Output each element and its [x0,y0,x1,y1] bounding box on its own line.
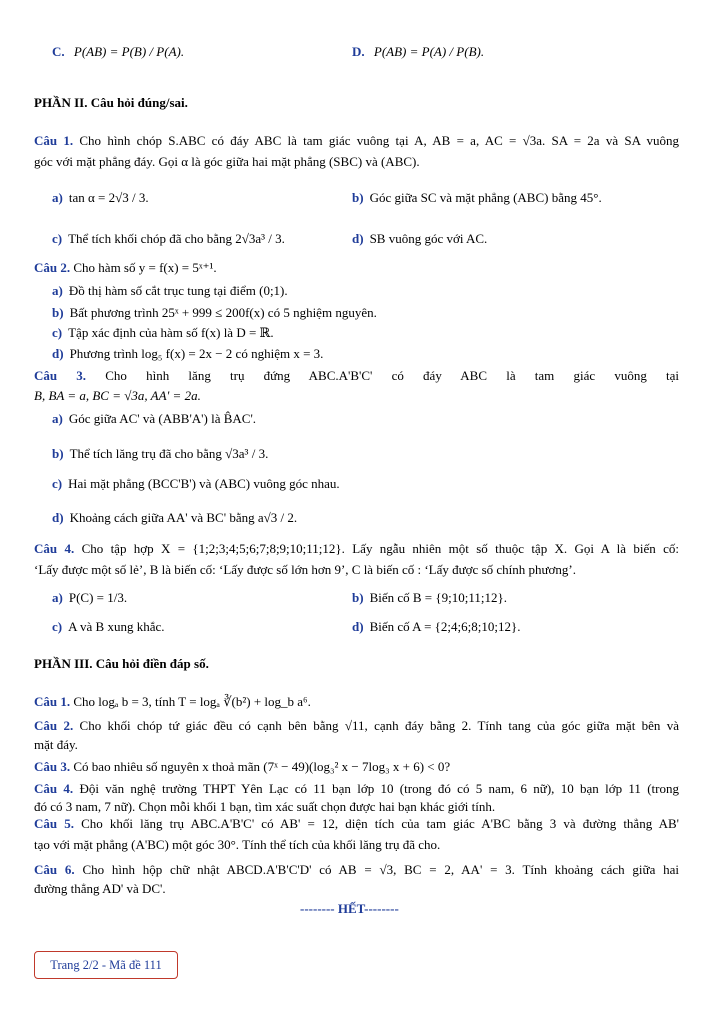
p2-q4-a: a) P(C) = 1/3. [52,590,128,605]
p2-q4-b: b) Biến cố B = {9;10;11;12}. [352,590,507,605]
p3-q3-text: Có bao nhiêu số nguyên x thoả mãn (7ˣ − 49)(log₃² x − 7log₃ x + 6) < 0? [73,759,451,774]
p2-q3-a-text: Góc giữa AC' và (ABB'A') là B̂AC'. [68,411,257,426]
option-c [52,44,184,60]
p3-q5-line2: tạo với mặt phẳng (A'BC) một góc 30°. Tính thể tích của khối lăng trụ đã cho. [34,837,441,852]
p2-q3-c: c) Hai mặt phẳng (BCC'B') và (ABC) vuông góc nhau. [52,476,340,491]
p3-q5-line1 [34,816,679,832]
p2-q2-a-text: Đồ thị hàm số cắt trục tung tại điểm (0;1). [68,283,288,298]
p2-q2-d: d) Phương trình log₅ f(x) = 2x − 2 có nghiệm x = 3. [52,346,324,361]
p3-q6-label: Câu 6. [34,862,75,877]
page-footer: Trang 2/2 - Mã đề 111 [34,951,178,979]
p2-q1-b: b) Góc giữa SC và mặt phẳng (ABC) bằng 45°. [352,190,602,205]
p2-q2-stem-text: Cho hàm số y = f(x) = 5ˣ⁺¹. [73,260,217,275]
p3-q5-label: Câu 5. [34,816,74,831]
p2-q1-c-text: Thể tích khối chóp đã cho bằng 2√3a³ / 3. [68,231,285,246]
p2-q1-label: Câu 1. [34,133,74,148]
p2-q2-label: Câu 2. [34,260,71,275]
p3-q1-label: Câu 1. [34,694,71,709]
p2-q1-line1 [34,133,679,149]
p2-q3-d-text: Khoảng cách giữa AA' và BC' bằng a√3 / 2. [69,510,298,525]
p2-q2-b: b) Bất phương trình 25ˣ + 999 ≤ 200f(x) có 5 nghiệm nguyên. [52,305,377,320]
option-c-label: C. [52,44,65,59]
p2-q1-c: c) Thể tích khối chóp đã cho bằng 2√3a³ / 3. [52,231,285,246]
p2-q3-a: a) Góc giữa AC' và (ABB'A') là B̂AC'. [52,411,257,426]
option-d-text: P(AB) = P(A) / P(B). [373,44,485,59]
part3-heading: PHẦN III. Câu hỏi điền đáp số. [34,656,209,671]
p3-q4-line1 [34,781,679,797]
p3-q6-text1: Cho hình hộp chữ nhật ABCD.A'B'C'D' có AB = √3, BC = 2, AA' = 3. Tính khoảng cách giữa hai [82,862,680,877]
p2-q4-c-text: A và B xung khắc. [68,619,165,634]
p2-q3-b: b) Thể tích lăng trụ đã cho bằng √3a³ / 3. [52,446,269,461]
p2-q4-d: d) Biến cố A = {2;4;6;8;10;12}. [352,619,521,634]
p2-q1-a-text: tan α = 2√3 / 3. [68,190,149,205]
option-d-label: D. [352,44,365,59]
p2-q3-c-text: Hai mặt phẳng (BCC'B') và (ABC) vuông góc nhau. [68,476,340,491]
option-d [352,44,484,60]
p2-q1-b-text: Góc giữa SC và mặt phẳng (ABC) bằng 45°. [369,190,602,205]
p2-q3-d: d) Khoảng cách giữa AA' và BC' bằng a√3 / 2. [52,510,298,525]
p2-q4-label: Câu 4. [34,541,75,556]
p2-q1-line2: góc với mặt phẳng đáy. Gọi α là góc giữa hai mặt phẳng (SBC) và (ABC). [34,154,420,169]
p3-q6-line1 [34,862,679,878]
p2-q2-c: c) Tập xác định của hàm số f(x) là D = ℝ. [52,325,274,340]
p3-q4-text1: Đội văn nghệ trường THPT Yên Lạc có 11 bạn lớp 10 (trong đó có 5 nam, 6 nữ), 10 bạn lớp 11 (trong [79,781,680,796]
p2-q2-b-text: Bất phương trình 25ˣ + 999 ≤ 200f(x) có 5 nghiệm nguyên. [69,305,377,320]
p2-q4-text1: Cho tập hợp X = {1;2;3;4;5;6;7;8;9;10;11;12}. Lấy ngẫu nhiên một số thuộc tập X. Gọi A là biến cố: [81,541,679,556]
p2-q2-stem [34,260,217,276]
p3-q1-text: Cho logₐ b = 3, tính T = logₐ ∛(b²) + log_b a⁶. [73,694,311,709]
p3-q2-label: Câu 2. [34,718,74,733]
end-marker: -------- HẾT-------- [300,901,399,916]
p2-q3-text1: Cho hình lăng trụ đứng ABC.A'B'C' có đáy ABC là tam giác vuông tại [105,368,680,383]
p3-q3-label: Câu 3. [34,759,71,774]
p2-q2-c-text: Tập xác định của hàm số f(x) là D = ℝ. [68,325,274,340]
p2-q4-line1 [34,541,679,557]
p3-q3 [34,759,450,775]
p2-q3-b-text: Thể tích lăng trụ đã cho bằng √3a³ / 3. [69,446,269,461]
p2-q1-a: a) tan α = 2√3 / 3. [52,190,149,205]
p2-q4-a-text: P(C) = 1/3. [68,590,128,605]
p3-q6-line2: đường thẳng AD' và DC'. [34,881,166,896]
p2-q2-a: a) Đồ thị hàm số cắt trục tung tại điểm (0;1). [52,283,288,298]
p2-q3-label: Câu 3. [34,368,87,383]
p2-q4-b-text: Biến cố B = {9;10;11;12}. [369,590,507,605]
p2-q4-line2: ‘Lấy được một số lẻ’, B là biến cố: ‘Lấy được số lớn hơn 9’, C là biến cố : ‘Lấy được số chính phương’. [34,562,577,577]
p2-q1-d-text: SB vuông góc với AC. [369,231,488,246]
p3-q2-line2: mặt đáy. [34,737,78,752]
p2-q2-d-text: Phương trình log₅ f(x) = 2x − 2 có nghiệm x = 3. [69,346,324,361]
p2-q1-text1: Cho hình chóp S.ABC có đáy ABC là tam giác vuông tại A, AB = a, AC = √3a. SA = 2a và SA vuông [79,133,680,148]
p2-q1-d: d) SB vuông góc với AC. [352,231,488,246]
part2-heading: PHẦN II. Câu hỏi đúng/sai. [34,95,188,110]
p2-q3-line2: B, BA = a, BC = √3a, AA' = 2a. [34,388,201,403]
p3-q2-text1: Cho khối chóp tứ giác đều có cạnh bên bằng √11, cạnh đáy bằng 2. Tính tang của góc giữa mặt bên và [79,718,680,733]
p2-q4-c: c) A và B xung khắc. [52,619,165,634]
option-c-text: P(AB) = P(B) / P(A). [73,44,185,59]
p3-q4-line2: đó có 3 nam, 7 nữ). Chọn mỗi khối 1 bạn, tìm xác suất chọn được hai bạn khác giới tính. [34,799,496,814]
p2-q4-d-text: Biến cố A = {2;4;6;8;10;12}. [369,619,521,634]
p3-q4-label: Câu 4. [34,781,74,796]
p3-q2-line1 [34,718,679,734]
p2-q3-line1 [34,368,679,384]
p3-q5-text1: Cho khối lăng trụ ABC.A'B'C' có AB' = 12, diện tích của tam giác A'BC bằng 3 và đường thẳng AB' [81,816,679,831]
p3-q1 [34,694,311,710]
